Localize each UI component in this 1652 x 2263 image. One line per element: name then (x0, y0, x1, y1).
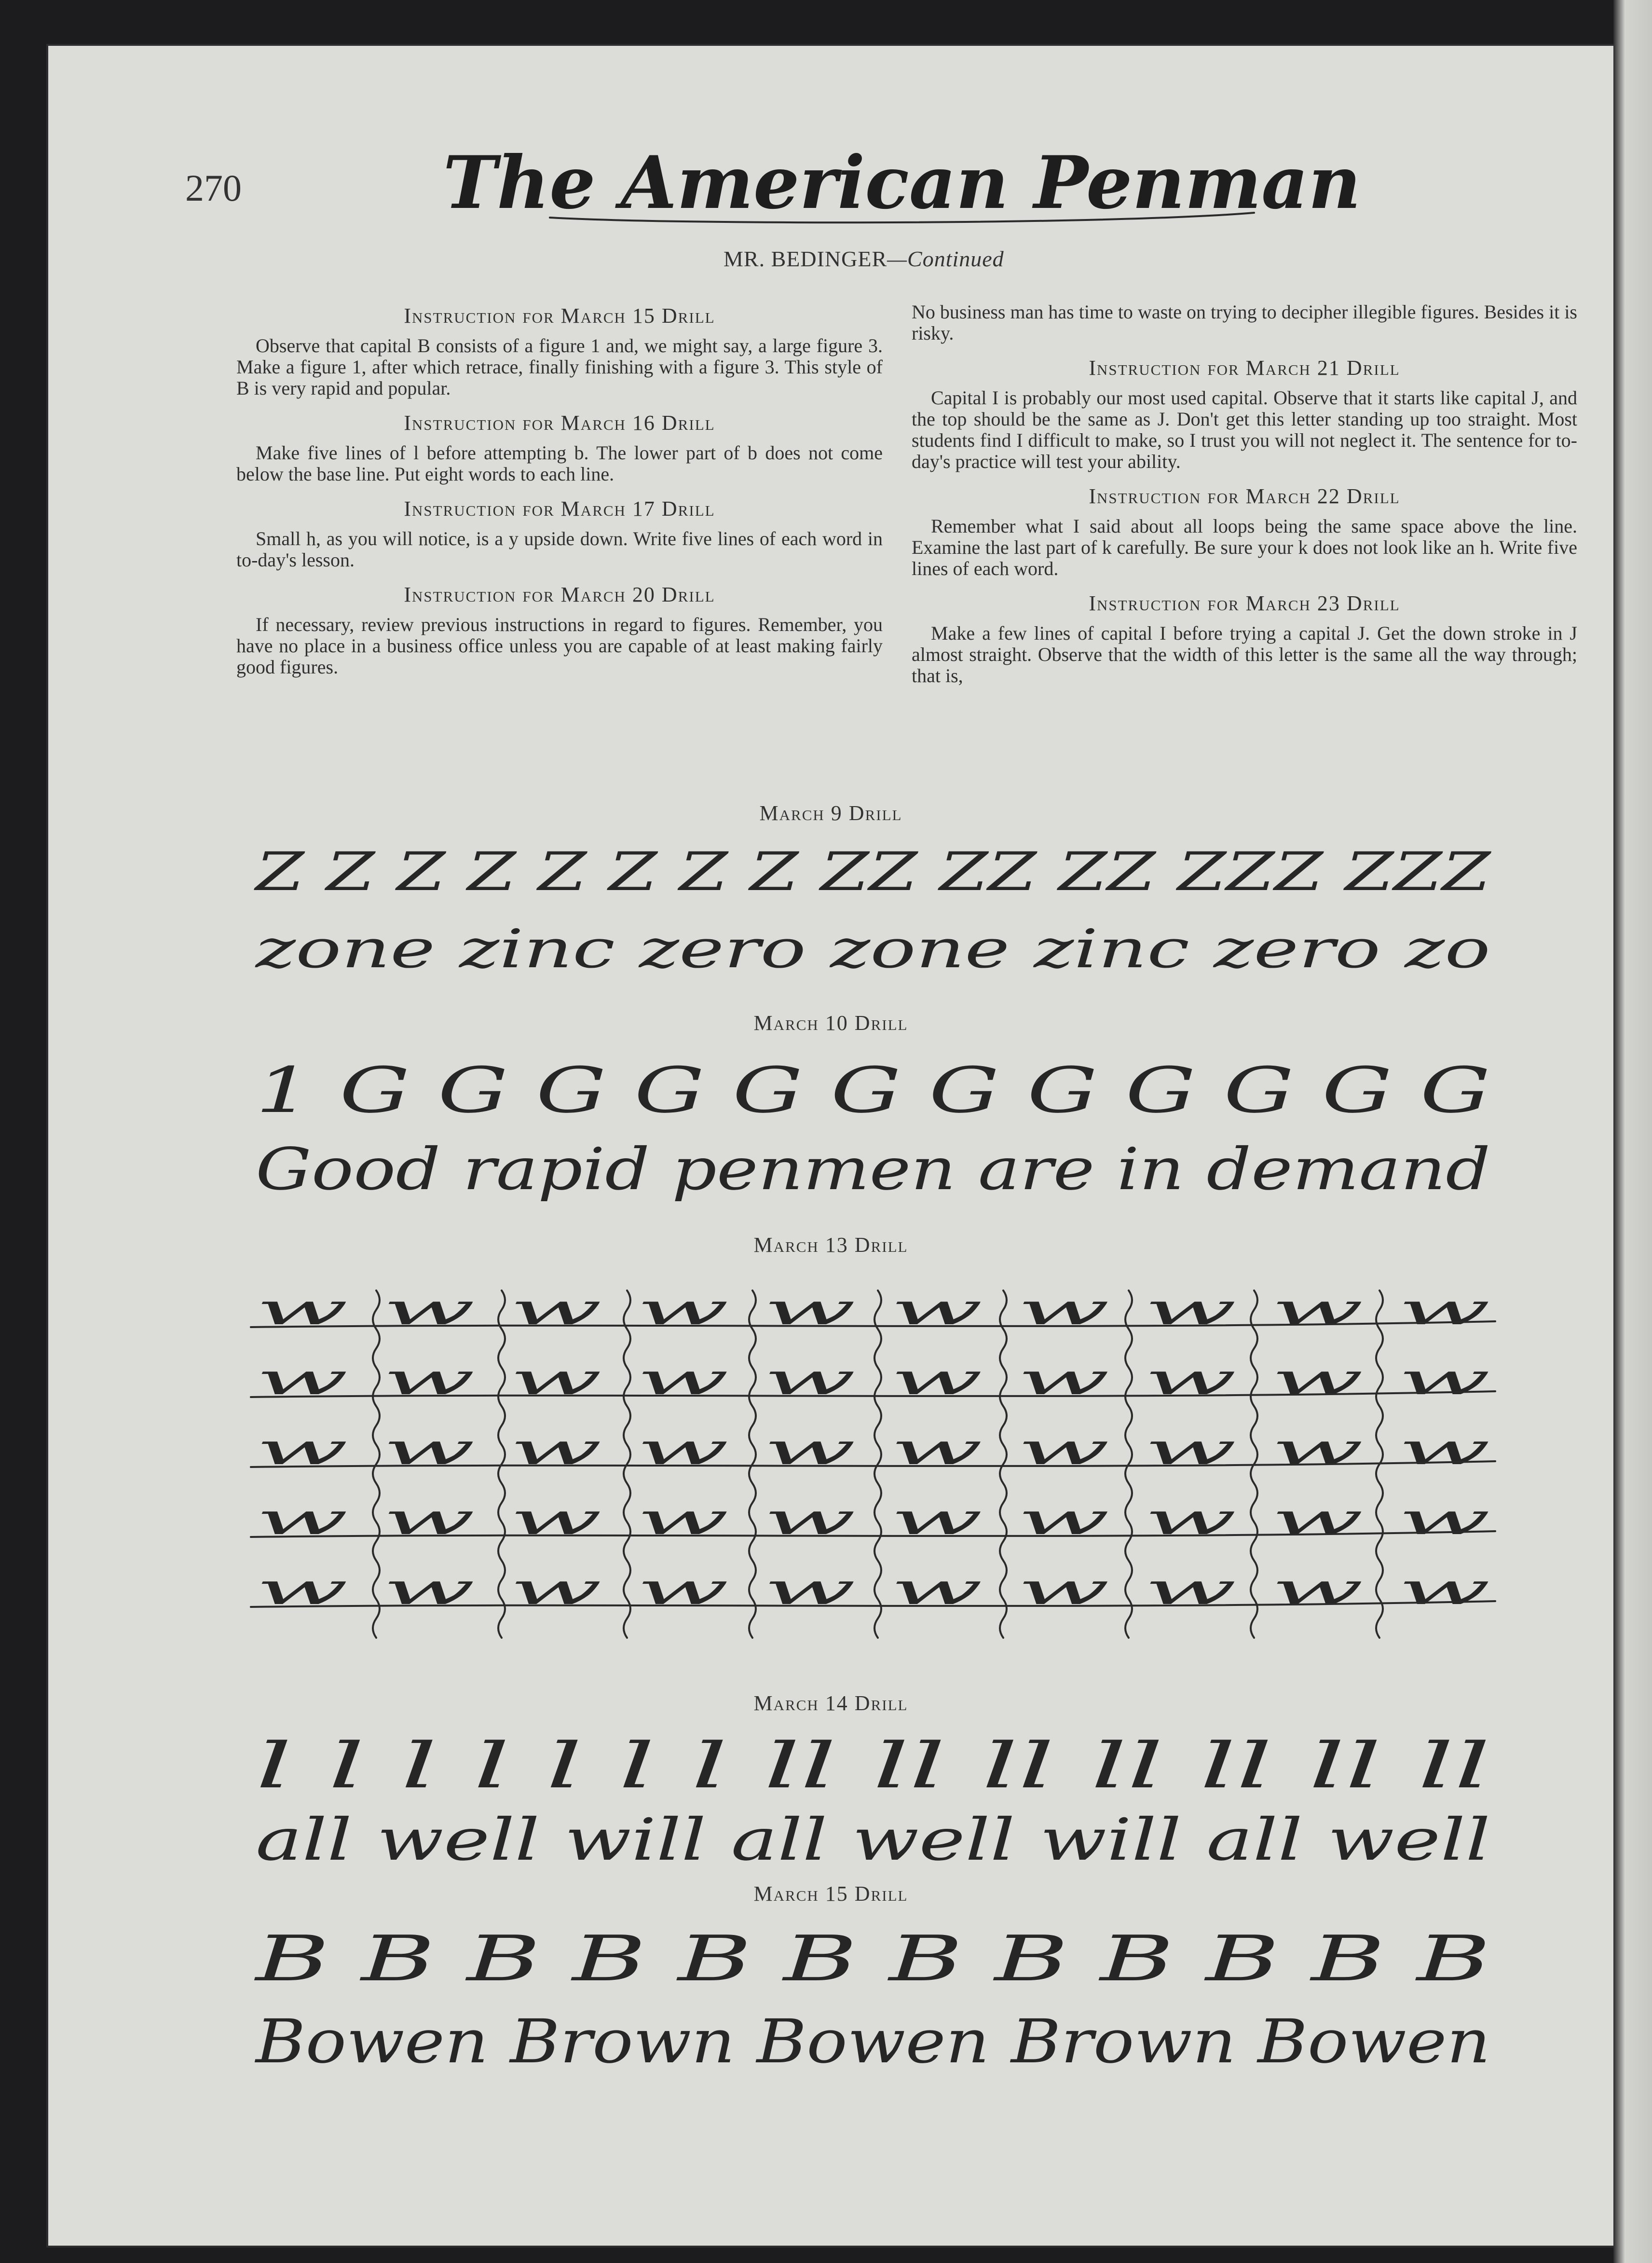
section-heading: Instruction for March 16 Drill (404, 411, 715, 435)
section-heading: Instruction for March 15 Drill (404, 304, 715, 328)
drill-march-14-drawing (251, 1725, 1505, 1874)
drill-march-13-row: w w w w w w w w w w (256, 1354, 1490, 1405)
page-number: 270 (185, 167, 242, 209)
drill-march-13-row: w w w w w w w w w w (256, 1494, 1490, 1545)
section-heading: Instruction for March 17 Drill (404, 497, 715, 521)
section-text: Capital I is probably our most used capital. Observe that it starts like capital J, and the top should be the same as J. Don't get this letter standing up too straight. Most students find I difficult to make, so I trust you will not neglect it. The sentence for to-day's practice will test your ability. (912, 387, 1577, 472)
drill-march-10-drawing (251, 1049, 1505, 1204)
section-text: Make a few lines of capital I before trying a capital J. Get the down stroke in J almost straight. Observe that the width of this letter is the same all the way through; that is, (912, 622, 1577, 686)
instruction-section (912, 357, 1577, 472)
section-text: If necessary, review previous instructions in regard to figures. Remember, you have no place in a business office unless you are capable of at least making fairly good figures. (236, 614, 883, 678)
drill-march-15-drawing (251, 1918, 1505, 2077)
drill-march-10-line-2: Good rapid penmen are in demand (256, 1136, 1490, 1203)
drill-heading-march-9: March 9 Drill (759, 801, 902, 825)
drill-heading-march-10: March 10 Drill (753, 1011, 908, 1035)
masthead-logo-graphic (443, 140, 1361, 232)
drill-march-10-line-1: 1 G G G G G G G G G G G G (256, 1054, 1490, 1127)
byline-name: MR. BEDINGER (724, 247, 887, 271)
drill-march-15-script (251, 1918, 1505, 2077)
masthead-title: The American Penman (443, 140, 1361, 225)
drill-march-13-drawing (251, 1271, 1505, 1657)
drill-march-13-row: w w w w w w w w w w (256, 1564, 1490, 1615)
byline-continued: —Continued (887, 247, 1004, 271)
instruction-section (236, 584, 883, 678)
section-heading: Instruction for March 22 Drill (1089, 484, 1400, 508)
drill-march-14-line-1: l l l l l l l ll ll ll ll ll ll ll (256, 1729, 1490, 1802)
drill-march-9-line-2: zone zinc zero zone zinc zero zo (254, 918, 1491, 980)
drill-heading-march-14: March 14 Drill (753, 1691, 908, 1715)
right-column (912, 292, 1577, 686)
section-heading: Instruction for March 23 Drill (1089, 591, 1400, 615)
book-spine-edge (1613, 0, 1652, 2263)
page-sheet (48, 46, 1613, 2246)
drill-march-9-drawing (251, 837, 1505, 982)
drill-march-13-script (251, 1271, 1505, 1657)
drill-heading-march-15: March 15 Drill (753, 1882, 908, 1906)
section-heading: Instruction for March 20 Drill (404, 583, 715, 606)
section-text: Remember what I said about all loops being the same space above the line. Examine the last part of k carefully. Be sure your k does not look like an h. Write five lines of each word. (912, 515, 1577, 579)
instruction-section (912, 593, 1577, 686)
instruction-section (236, 305, 883, 399)
instruction-section (236, 412, 883, 485)
drill-march-14-script (251, 1725, 1505, 1874)
drill-march-13-row: w w w w w w w w w w (256, 1284, 1490, 1335)
drill-march-9-script (251, 837, 1505, 982)
drill-heading-march-13: March 13 Drill (753, 1233, 908, 1257)
drill-march-13-row: w w w w w w w w w w (256, 1424, 1490, 1475)
section-text: Make five lines of l before attempting b. The lower part of b does not come below the base line. Put eight words to each line. (236, 442, 883, 485)
section-heading: Instruction for March 21 Drill (1089, 356, 1400, 380)
instruction-section (236, 498, 883, 571)
section-text: Observe that capital B consists of a figure 1 and, we might say, a large figure 3. Make a figure 1, after which retrace, finally finishing with a figure 3. This style of B is very rapid and popular. (236, 335, 883, 399)
instruction-section (912, 486, 1577, 579)
section-text: Small h, as you will notice, is a y upside down. Write five lines of each word in to-day's lesson. (236, 528, 883, 571)
drill-march-10-script (251, 1049, 1505, 1204)
drill-march-14-line-2: all well will all well will all well (256, 1807, 1490, 1874)
drill-march-15-line-2: Bowen Brown Bowen Brown Bowen (254, 2007, 1490, 2077)
left-column (236, 292, 883, 678)
right-column-intro: No business man has time to waste on trying to decipher illegible figures. Besides it is risky. (912, 301, 1577, 344)
byline (724, 246, 1182, 272)
masthead-logo (443, 140, 1361, 232)
drill-march-9-line-1: Z Z Z Z Z Z Z Z ZZ ZZ ZZ ZZZ ZZZ (254, 841, 1492, 903)
drill-march-15-line-1: B B B B B B B B B B B B (254, 1922, 1491, 1995)
